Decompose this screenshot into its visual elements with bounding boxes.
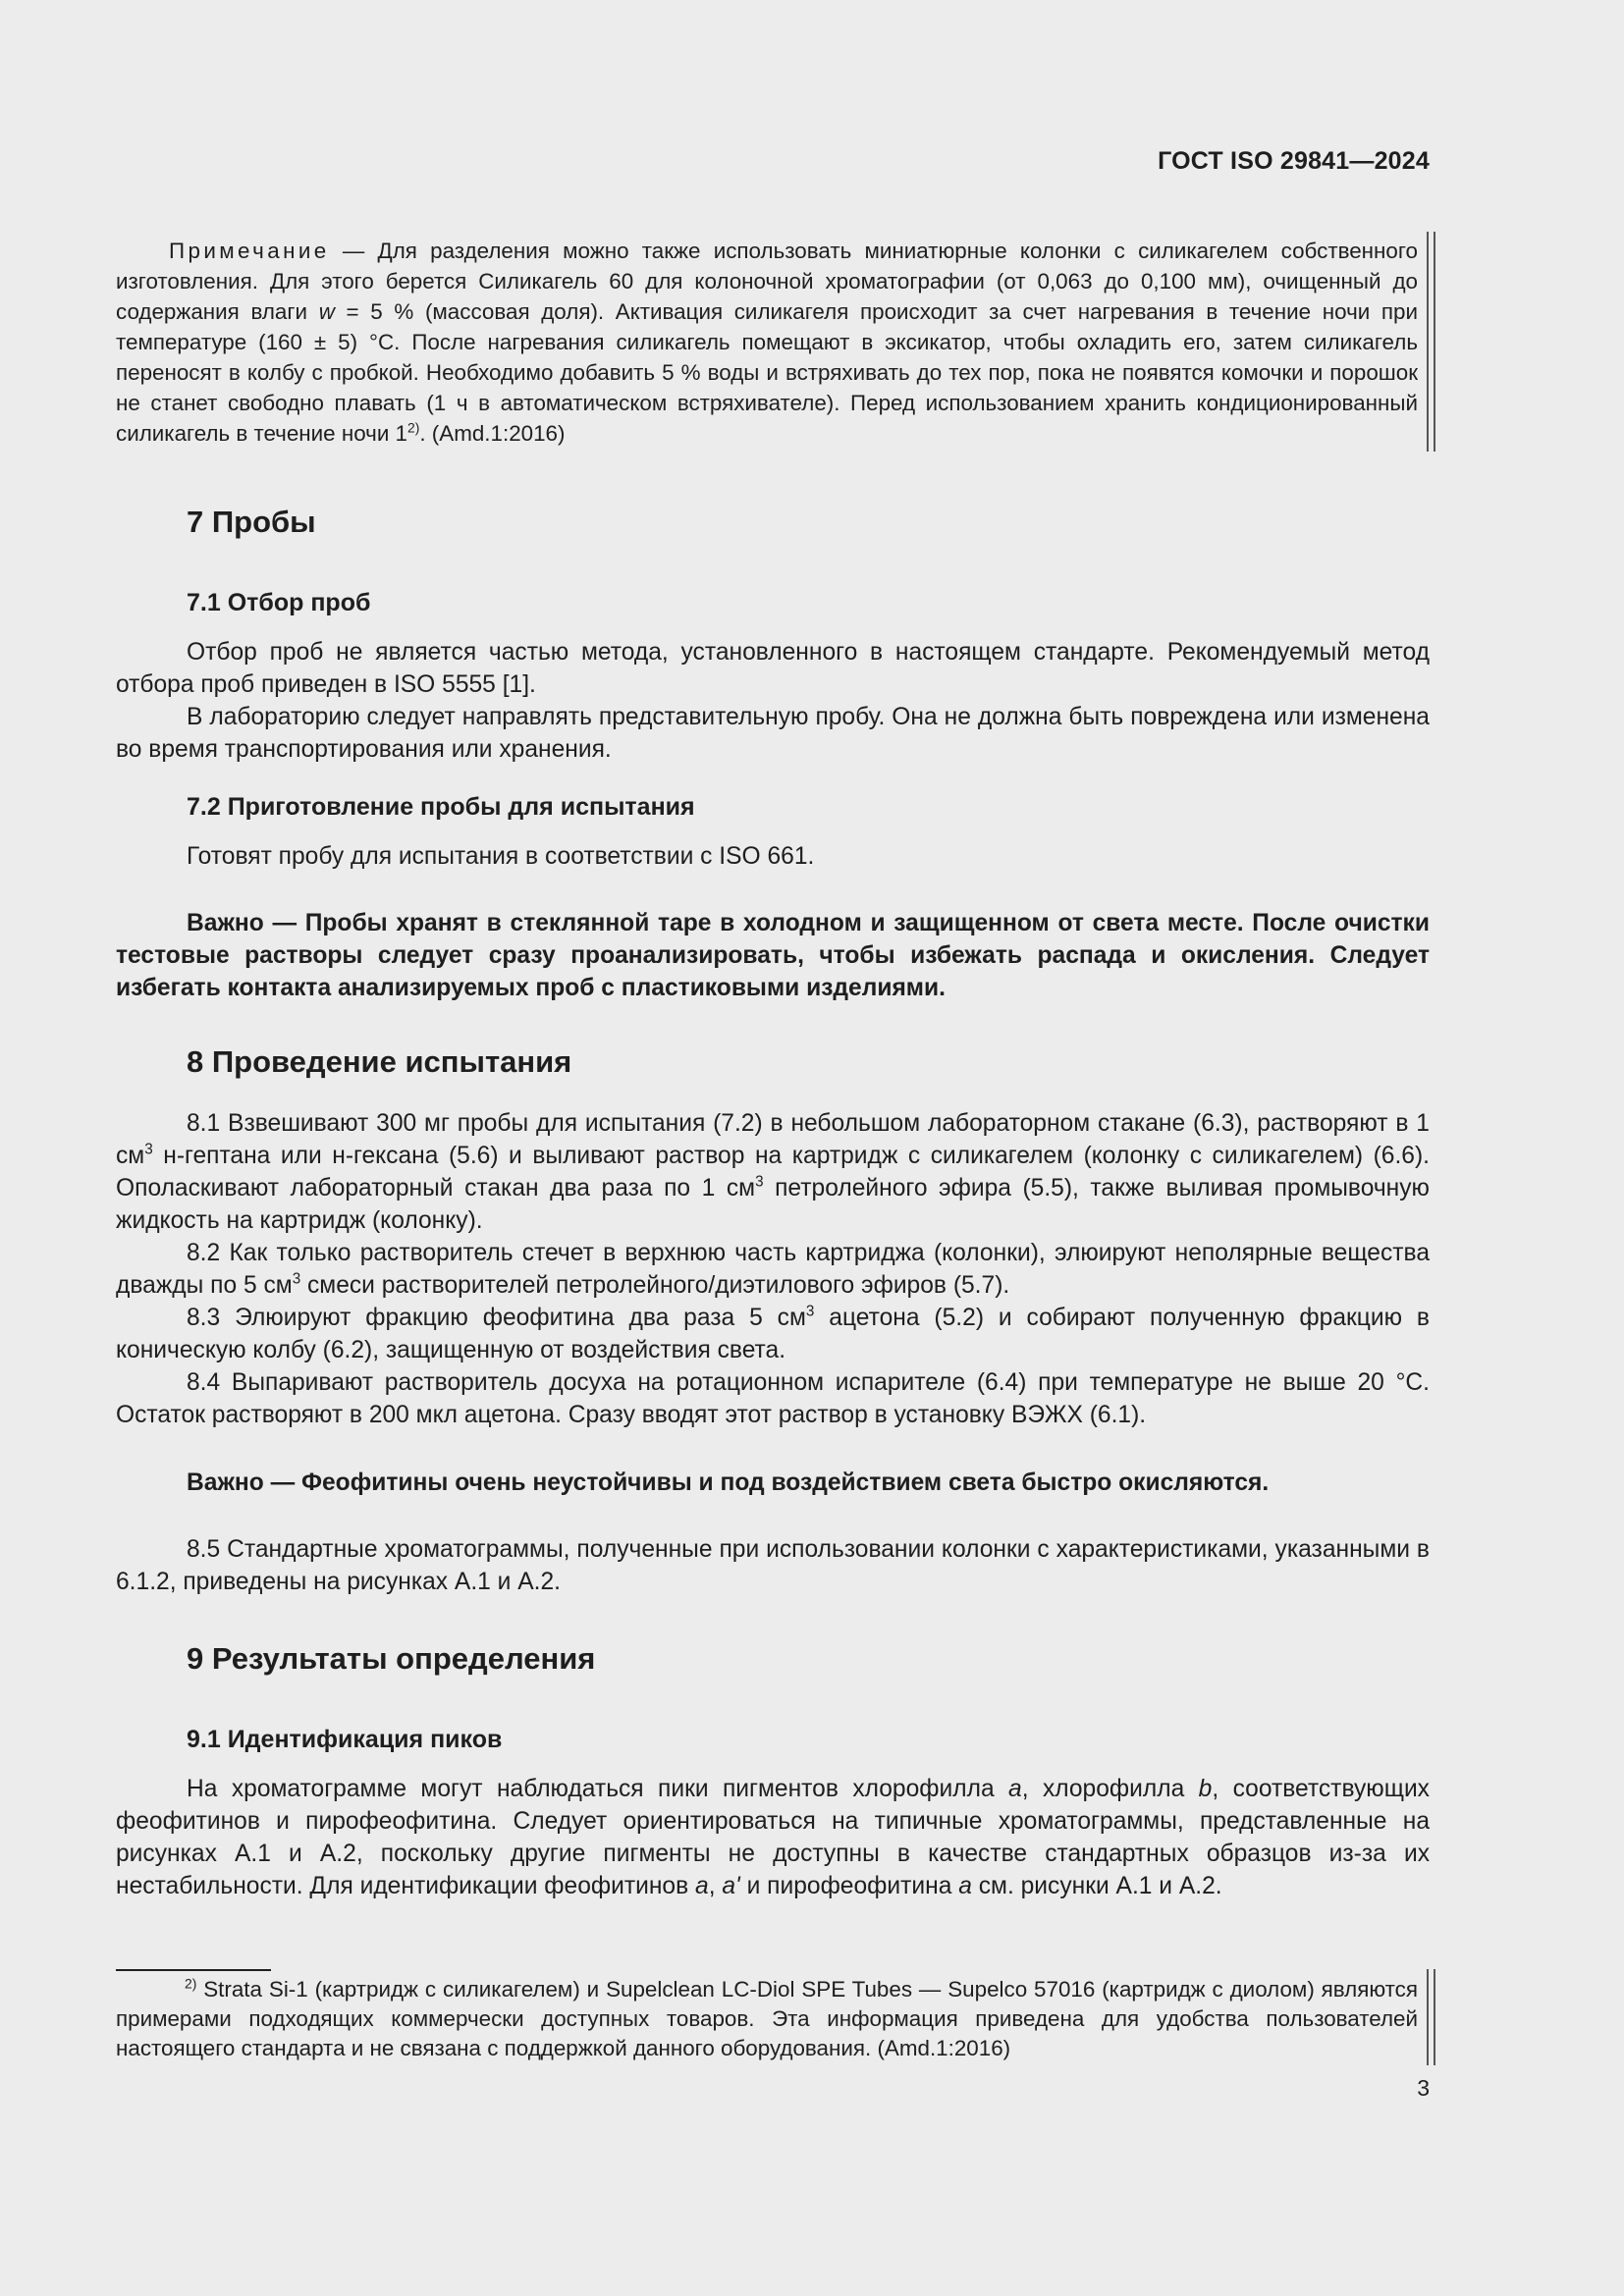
- important-8: [116, 1467, 1430, 1499]
- paragraph-8-4: 8.4 Выпаривают растворитель досуха на ротационном испарителе (6.4) при температуре не выше 20 °С. Остаток растворяют в 200 мкл ацетона. Сразу вводят этот раствор в установку ВЭЖХ (6.1).: [116, 1369, 1430, 1428]
- important-7: [116, 907, 1430, 1004]
- section-7: [116, 505, 1430, 540]
- section-8-body: [116, 1107, 1430, 1431]
- page-number: 3: [1417, 2075, 1430, 2101]
- section-7-title: 7 Пробы: [187, 505, 316, 539]
- footnote-rule: [116, 1969, 271, 1971]
- section-9-1-title: 9.1 Идентификация пиков: [187, 1726, 503, 1753]
- section-7-2: [116, 793, 1430, 822]
- footnote-text: $^{2)}$ Strata Si-1 (картридж с силикагелем) и Supelclean LC-Diol SPE Tubes — Supelco 57016 (картридж с диолом) являются примерами подходящих коммерчески доступных товаров. Эта информация приведена для удобства пользователей настоящего стандарта и не связана с поддержкой данного оборудования. (Amd.1:2016): [116, 1975, 1418, 2060]
- footnote-amendment-bar: [1427, 1969, 1435, 2065]
- section-8-title: 8 Проведение испытания: [187, 1044, 572, 1079]
- paragraph-8-2: 8.2 Как только растворитель стечет в верхнюю часть картриджа (колонки), элюируют неполярные вещества дважды по 5 $см^3$ смеси растворителей петролейного/диэтилового эфиров (5.7).: [116, 1240, 1430, 1299]
- paragraph-7-1-1: Отбор проб не является частью метода, установленного в настоящем стандарте. Рекомендуемый метод отбора проб приведен в ISO 5555 [1].: [116, 639, 1430, 698]
- section-7-2-body: [116, 840, 1430, 873]
- paragraph-8-5: 8.5 Стандартные хроматограммы, полученные при использовании колонки с характеристиками, указанными в 6.1.2, приведены на рисунках А.1 и А.2.: [116, 1536, 1430, 1595]
- important-8-text: Важно — Феофитины очень неустойчивы и под воздействием света быстро окисляются.: [187, 1469, 1270, 1496]
- section-9-1-body: [116, 1773, 1430, 1902]
- section-7-1-body: [116, 636, 1430, 766]
- document-header-id: ГОСТ ISO 29841—2024: [1158, 147, 1430, 175]
- note-paragraph: Примечание — Для разделения можно также использовать миниатюрные колонки с силикагелем собственного изготовления. Для этого берется Силикагель 60 для колоночной хроматографии (от 0,063 до 0,100 мм), очищенный до содержания влаги w = 5 % (массовая доля). Активация силикагеля происходит за счет нагревания в течение ночи при температуре (160 ± 5) °С. После нагревания силикагель помещают в эксикатор, чтобы охладить его, затем силикагель переносят в колбу с пробкой. Необходимо добавить 5 % воды и встряхивать до тех пор, пока не появятся комочки и порошок не станет свободно плавать (1 ч в автоматическом встряхивателе). Перед использованием хранить кондиционированный силикагель в течение ночи 1$^{2)}$. (Amd.1:2016): [116, 239, 1418, 446]
- paragraph-9-1-1: На хроматограмме могут наблюдаться пики пигментов хлорофилла a, хлорофилла b, соответствующих феофитинов и пирофеофитина. Следует ориентироваться на типичные хроматограммы, представленные на рисунках А.1 и А.2, поскольку другие пигменты не доступны в качестве стандартных образцов из-за их нестабильности. Для идентификации феофитинов a, a' и пирофеофитина a см. рисунки А.1 и А.2.: [116, 1776, 1430, 1899]
- note-label: Примечание: [169, 239, 330, 263]
- amendment-bar: [1427, 232, 1435, 452]
- paragraph-8-3: 8.3 Элюируют фракцию феофитина два раза 5 $см^3$ ацетона (5.2) и собирают полученную фракцию в коническую колбу (6.2), защищенную от воздействия света.: [116, 1303, 1430, 1363]
- section-9-1: [116, 1726, 1430, 1754]
- paragraph-7-1-2: В лабораторию следует направлять представительную пробу. Она не должна быть повреждена или изменена во время транспортирования или хранения.: [116, 704, 1430, 763]
- section-7-1-title: 7.1 Отбор проб: [187, 589, 371, 616]
- section-9: [116, 1641, 1430, 1677]
- paragraph-8-1: 8.1 Взвешивают 300 мг пробы для испытания (7.2) в небольшом лабораторном стакане (6.3), растворяют в 1 $см^3$ н-гептана или н-гексана (5.6) и выливают раствор на картридж с силикагелем (колонку с силикагелем) (6.6). Ополаскивают лабораторный стакан два раза по 1 $см^3$ петролейного эфира (5.5), также выливая промывочную жидкость на картридж (колонку).: [116, 1110, 1430, 1234]
- section-7-2-title: 7.2 Приготовление пробы для испытания: [187, 793, 695, 821]
- paragraph-7-2-1: Готовят пробу для испытания в соответствии с ISO 661.: [187, 843, 815, 870]
- section-8-5: [116, 1533, 1430, 1598]
- section-7-1: [116, 589, 1430, 617]
- note-block: [116, 236, 1418, 449]
- footnote: [116, 1975, 1418, 2063]
- section-9-title: 9 Результаты определения: [187, 1641, 596, 1676]
- section-8: [116, 1044, 1430, 1080]
- important-7-text: Важно — Пробы хранят в стеклянной таре в холодном и защищенном от света месте. После очистки тестовые растворы следует сразу проанализировать, чтобы избежать распада и окисления. Следует избегать контакта анализируемых проб с пластиковыми изделиями.: [116, 910, 1430, 1001]
